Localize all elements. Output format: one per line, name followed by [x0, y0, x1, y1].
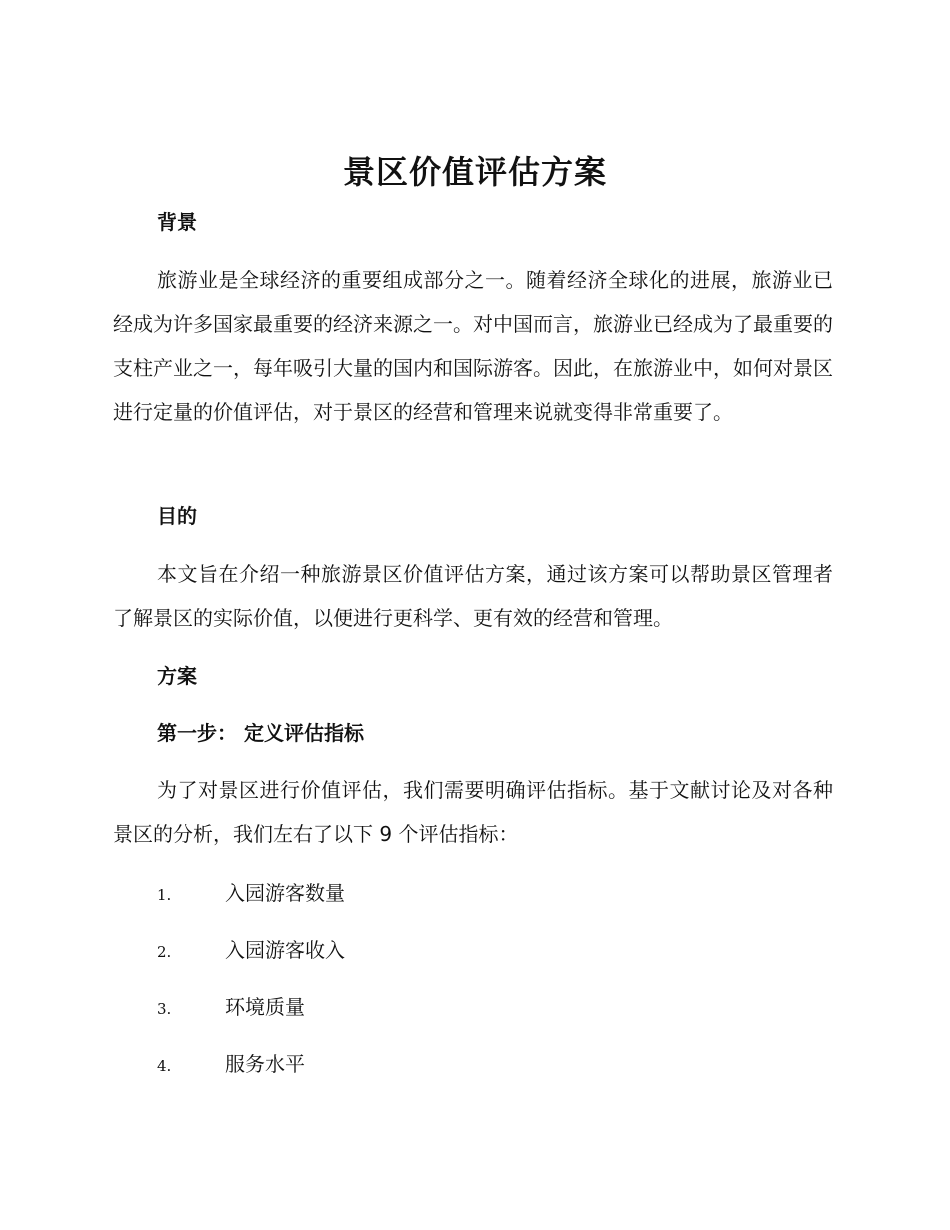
list-item [157, 1050, 305, 1080]
list-item [157, 936, 345, 966]
list-number: 3. [157, 1000, 172, 1018]
list-item [157, 993, 305, 1023]
list-label: 环境质量 [225, 995, 305, 1019]
section-heading-plan: 方案 [157, 664, 197, 688]
step1-paragraph: 为了对景区进行价值评估，我们需要明确评估指标。基于文献讨论及对各种景区的分析，我们左右了以下 9 个评估指标： [113, 778, 833, 846]
list-label: 入园游客数量 [225, 881, 345, 905]
list-number: 4. [157, 1057, 172, 1075]
document-title: 景区价值评估方案 [342, 153, 607, 191]
background-paragraph: 旅游业是全球经济的重要组成部分之一。随着经济全球化的进展，旅游业已经成为许多国家最重要的经济来源之一。对中国而言，旅游业已经成为了最重要的支柱产业之一，每年吸引大量的国内和国际游客。因此，在旅游业中，如何对景区进行定量的价值评估，对于景区的经营和管理来说就变得非常重要了。 [113, 268, 833, 424]
section-heading-purpose: 目的 [157, 504, 197, 528]
step1-heading: 第一步： 定义评估指标 [157, 721, 364, 745]
section-heading-background: 背景 [157, 210, 197, 234]
list-number: 1. [157, 886, 172, 904]
list-item [157, 879, 345, 909]
list-number: 2. [157, 943, 172, 961]
purpose-paragraph: 本文旨在介绍一种旅游景区价值评估方案，通过该方案可以帮助景区管理者了解景区的实际价值，以便进行更科学、更有效的经营和管理。 [113, 562, 833, 630]
list-label: 服务水平 [225, 1052, 305, 1076]
list-label: 入园游客收入 [225, 938, 345, 962]
